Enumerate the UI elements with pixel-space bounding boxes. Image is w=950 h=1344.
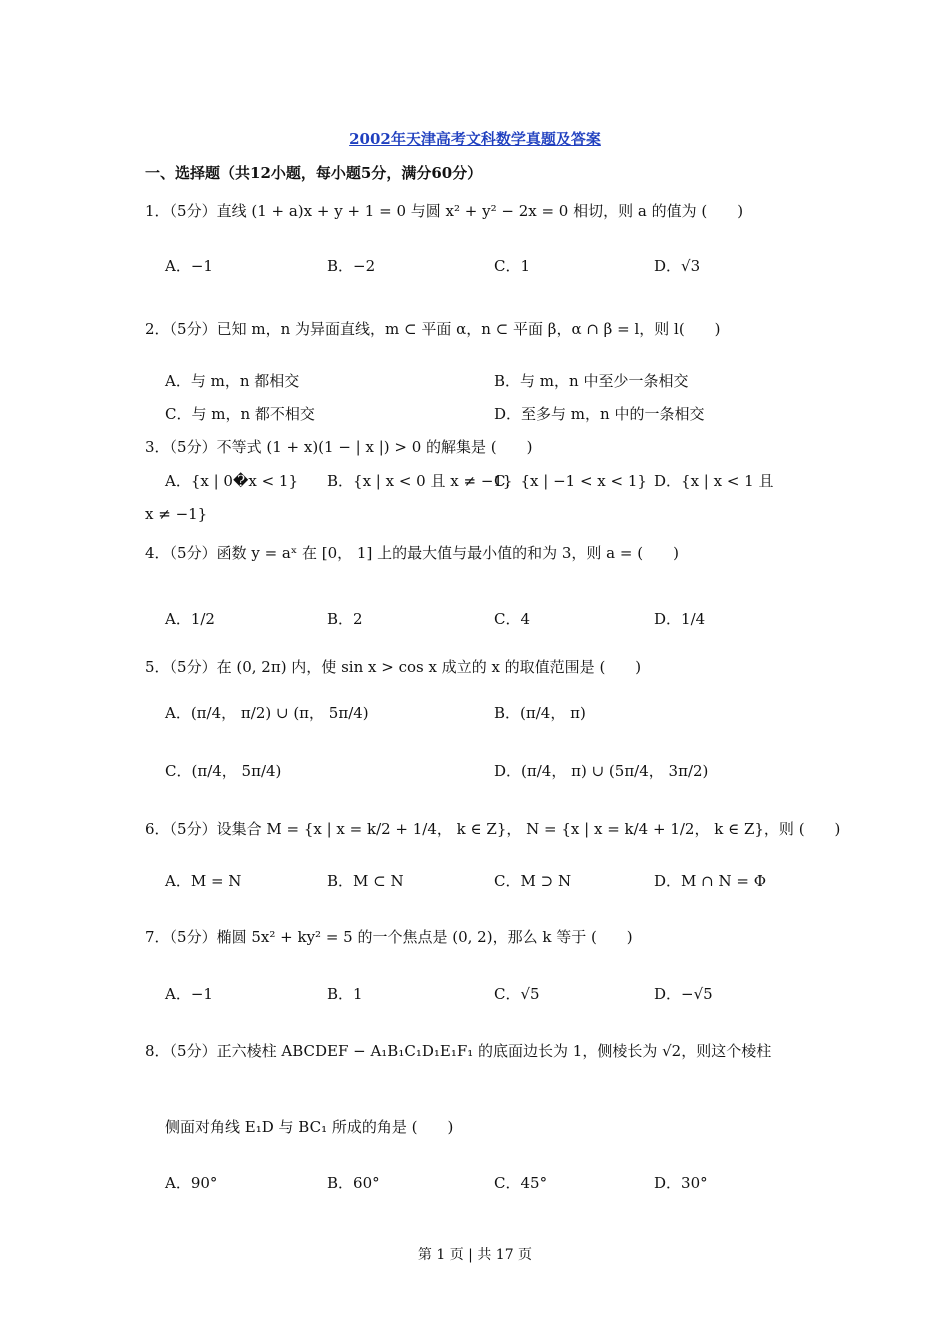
question-5-stem: 5．（5分）在 (0, 2π) 内，使 sin x > cos x 成立的 x 的取值范围是 ( ) [145, 658, 642, 676]
q6-option-c: C．M ⊃ N [494, 872, 572, 890]
document-title[interactable]: 2002年天津高考文科数学真题及答案 [349, 130, 601, 148]
q8-option-c: C．45° [494, 1174, 548, 1192]
question-8-stem: 8．（5分）正六棱柱 ABCDEF − A₁B₁C₁D₁E₁F₁ 的底面边长为 1，侧棱长为 √2，则这个棱柱 [145, 1042, 772, 1060]
q5-option-a: A．(π/4， π/2) ∪ (π， 5π/4) [165, 704, 369, 722]
q3-option-a: A．{x | 0�x < 1} [165, 472, 299, 490]
q1-option-d: D．√3 [654, 257, 701, 275]
q2-option-c: C．与 m，n 都不相交 [165, 405, 315, 423]
question-6-stem: 6．（5分）设集合 M = {x | x = k/2 + 1/4， k ∈ Z}， N = {x | x = k/4 + 1/2， k ∈ Z}，则 ( ) [145, 820, 841, 838]
q1-option-c: C．1 [494, 257, 531, 275]
section-heading: 一、选择题（共12小题，每小题5分，满分60分） [145, 164, 483, 182]
q7-option-b: B．1 [327, 985, 363, 1003]
question-3-stem: 3．（5分）不等式 (1 + x)(1 − | x |) > 0 的解集是 ( ) [145, 438, 533, 456]
q7-option-d: D．−√5 [654, 985, 713, 1003]
question-7-stem: 7．（5分）椭圆 5x² + ky² = 5 的一个焦点是 (0, 2)，那么 k 等于 ( ) [145, 928, 633, 946]
q2-option-a: A．与 m，n 都相交 [165, 372, 300, 390]
question-2-stem: 2．（5分）已知 m，n 为异面直线，m ⊂ 平面 α，n ⊂ 平面 β，α ∩ β = l，则 l( ) [145, 320, 721, 338]
q2-option-d: D．至多与 m，n 中的一条相交 [494, 405, 705, 423]
q7-option-c: C．√5 [494, 985, 540, 1003]
q7-option-a: A．−1 [165, 985, 213, 1003]
q1-option-b: B．−2 [327, 257, 376, 275]
q5-option-d: D．(π/4， π) ∪ (5π/4， 3π/2) [494, 762, 709, 780]
q6-option-a: A．M = N [165, 872, 242, 890]
q4-option-d: D．1/4 [654, 610, 706, 628]
question-8-stem-continuation: 侧面对角线 E₁D 与 BC₁ 所成的角是 ( ) [165, 1118, 454, 1136]
q3-option-d-continuation: x ≠ −1} [145, 505, 208, 523]
q5-option-b: B．(π/4， π) [494, 704, 586, 722]
q6-option-b: B．M ⊂ N [327, 872, 404, 890]
q1-option-a: A．−1 [165, 257, 213, 275]
q4-option-b: B．2 [327, 610, 363, 628]
q3-option-d: D．{x | x < 1 且 [654, 472, 774, 490]
q6-option-d: D．M ∩ N = Φ [654, 872, 767, 890]
q2-option-b: B．与 m，n 中至少一条相交 [494, 372, 689, 390]
q4-option-a: A．1/2 [165, 610, 215, 628]
question-4-stem: 4．（5分）函数 y = aˣ 在 [0， 1] 上的最大值与最小值的和为 3，则 a = ( ) [145, 544, 679, 562]
q8-option-a: A．90° [165, 1174, 218, 1192]
q8-option-b: B．60° [327, 1174, 380, 1192]
q4-option-c: C．4 [494, 610, 531, 628]
q3-option-c: C．{x | −1 < x < 1} [494, 472, 647, 490]
question-1-stem: 1．（5分）直线 (1 + a)x + y + 1 = 0 与圆 x² + y² − 2x = 0 相切，则 a 的值为 ( ) [145, 202, 744, 220]
q5-option-c: C．(π/4， 5π/4) [165, 762, 282, 780]
q3-option-b: B．{x | x < 0 且 x ≠ −1} [327, 472, 513, 490]
q8-option-d: D．30° [654, 1174, 708, 1192]
page-footer: 第 1 页 | 共 17 页 [417, 1247, 533, 1263]
